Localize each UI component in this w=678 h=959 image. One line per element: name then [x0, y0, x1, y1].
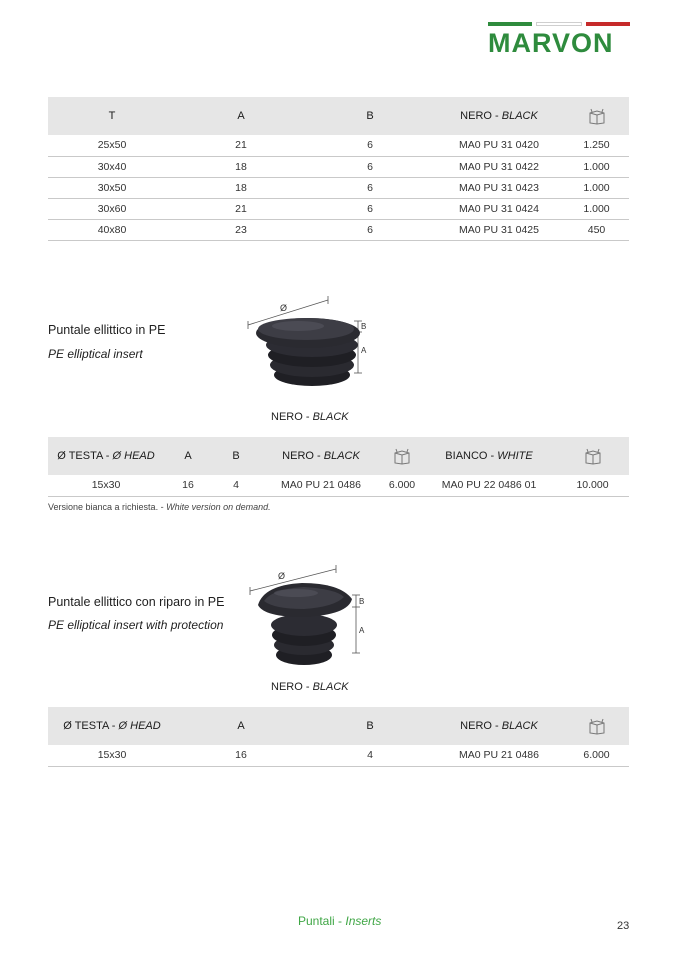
dim-a: A [361, 346, 367, 355]
table-row [48, 219, 629, 240]
logo-bar-white [536, 22, 582, 26]
cell-qty: 1.250 [564, 135, 629, 156]
logo-bar-green [488, 22, 532, 26]
col-nero-en: BLACK [501, 720, 538, 732]
col-nero-en: BLACK [501, 110, 538, 122]
cell-qty: 1.000 [564, 156, 629, 177]
note-it: Versione bianca a richiesta. - [48, 502, 167, 512]
cell-a: 21 [176, 198, 306, 219]
cell-head: 15x30 [48, 745, 176, 766]
cell-qty: 1.000 [564, 177, 629, 198]
table-row [48, 156, 629, 177]
col-b: B [212, 437, 260, 475]
product1-subtitle: PE elliptical insert [48, 347, 143, 361]
dim-b: B [361, 322, 367, 331]
product1-color-en: BLACK [312, 411, 349, 423]
cell-b: 4 [306, 745, 434, 766]
cell-b: 6 [306, 156, 434, 177]
sizes-table-insert-protection [48, 707, 629, 767]
table-row [48, 198, 629, 219]
footer-section-title [298, 914, 381, 928]
cell-code: MA0 PU 31 0420 [434, 135, 564, 156]
dim-diameter: Ø [278, 571, 286, 581]
product2-subtitle: PE elliptical insert with protection [48, 618, 224, 632]
cell-b: 6 [306, 177, 434, 198]
cell-b: 6 [306, 135, 434, 156]
product2-diagram [244, 565, 374, 675]
product2-color-en: BLACK [312, 681, 349, 693]
col-a: A [176, 707, 306, 745]
cell-b: 4 [212, 475, 260, 496]
col-head [48, 437, 164, 475]
col-bianco-en: WHITE [497, 450, 533, 462]
col-box [564, 97, 629, 135]
col-nero [260, 437, 382, 475]
col-nero-it: NERO - [460, 110, 502, 122]
product1-color-it: NERO - [271, 411, 313, 423]
col-head-it: Ø TESTA - [57, 450, 113, 462]
col-bianco-it: BIANCO - [445, 450, 498, 462]
col-head-en: Ø HEAD [118, 720, 161, 732]
col-b: B [306, 97, 434, 135]
cell-qty-black: 6.000 [382, 475, 422, 496]
cell-a: 18 [176, 177, 306, 198]
col-bianco [422, 437, 556, 475]
col-nero [434, 707, 564, 745]
logo-text: MARVON [488, 28, 614, 58]
col-head-it: Ø TESTA - [63, 720, 119, 732]
table-row [48, 475, 629, 496]
col-a: A [164, 437, 212, 475]
table-row [48, 135, 629, 156]
table-header-row [48, 707, 629, 745]
cell-a: 21 [176, 135, 306, 156]
col-nero-en: BLACK [323, 450, 360, 462]
col-t: T [48, 97, 176, 135]
footer-title-it: Puntali - [298, 914, 346, 928]
col-box [564, 707, 629, 745]
cell-qty: 1.000 [564, 198, 629, 219]
cell-t: 30x40 [48, 156, 176, 177]
table-row [48, 177, 629, 198]
cell-b: 6 [306, 198, 434, 219]
cell-b: 6 [306, 219, 434, 240]
cell-t: 30x60 [48, 198, 176, 219]
table-row [48, 745, 629, 766]
product2-color-label [271, 681, 349, 693]
col-nero-it: NERO - [282, 450, 324, 462]
cell-code: MA0 PU 31 0424 [434, 198, 564, 219]
cell-head: 15x30 [48, 475, 164, 496]
cell-qty: 6.000 [564, 745, 629, 766]
table-header-row [48, 437, 629, 475]
col-box-white [556, 437, 629, 475]
col-head-en: Ø HEAD [112, 450, 155, 462]
cell-t: 25x50 [48, 135, 176, 156]
dim-a: A [359, 626, 365, 635]
col-nero [434, 97, 564, 135]
cell-t: 40x80 [48, 219, 176, 240]
cell-a: 18 [176, 156, 306, 177]
sizes-table-elliptical-insert [48, 437, 629, 497]
col-nero-it: NERO - [460, 720, 502, 732]
col-a: A [176, 97, 306, 135]
box-icon [393, 448, 411, 465]
product1-color-label [271, 411, 349, 423]
col-box-black [382, 437, 422, 475]
cell-qty: 450 [564, 219, 629, 240]
table-header-row [48, 97, 629, 135]
cell-code: MA0 PU 31 0425 [434, 219, 564, 240]
footer-title-en: Inserts [345, 914, 382, 928]
brand-logo [488, 22, 630, 60]
col-head [48, 707, 176, 745]
cell-code-white: MA0 PU 22 0486 01 [422, 475, 556, 496]
product2-title: Puntale ellittico con riparo in PE [48, 595, 225, 609]
cell-code: MA0 PU 21 0486 [434, 745, 564, 766]
note-en: White version on demand. [166, 502, 271, 512]
logo-flag-bars [488, 22, 630, 26]
cell-a: 16 [176, 745, 306, 766]
col-b: B [306, 707, 434, 745]
box-icon [588, 108, 606, 125]
cell-t: 30x50 [48, 177, 176, 198]
box-icon [588, 718, 606, 735]
white-version-note [48, 502, 271, 512]
cell-qty-white: 10.000 [556, 475, 629, 496]
cell-code: MA0 PU 31 0422 [434, 156, 564, 177]
cell-a: 23 [176, 219, 306, 240]
cell-a: 16 [164, 475, 212, 496]
dim-diameter: Ø [280, 303, 288, 313]
box-icon [584, 448, 602, 465]
product1-title: Puntale ellittico in PE [48, 323, 166, 337]
sizes-table-elliptical-cap [48, 97, 629, 241]
page-number: 23 [617, 920, 630, 932]
dim-b: B [359, 597, 365, 606]
product2-color-it: NERO - [271, 681, 313, 693]
cell-code-black: MA0 PU 21 0486 [260, 475, 382, 496]
cell-code: MA0 PU 31 0423 [434, 177, 564, 198]
logo-bar-red [586, 22, 630, 26]
product1-diagram [242, 295, 372, 395]
